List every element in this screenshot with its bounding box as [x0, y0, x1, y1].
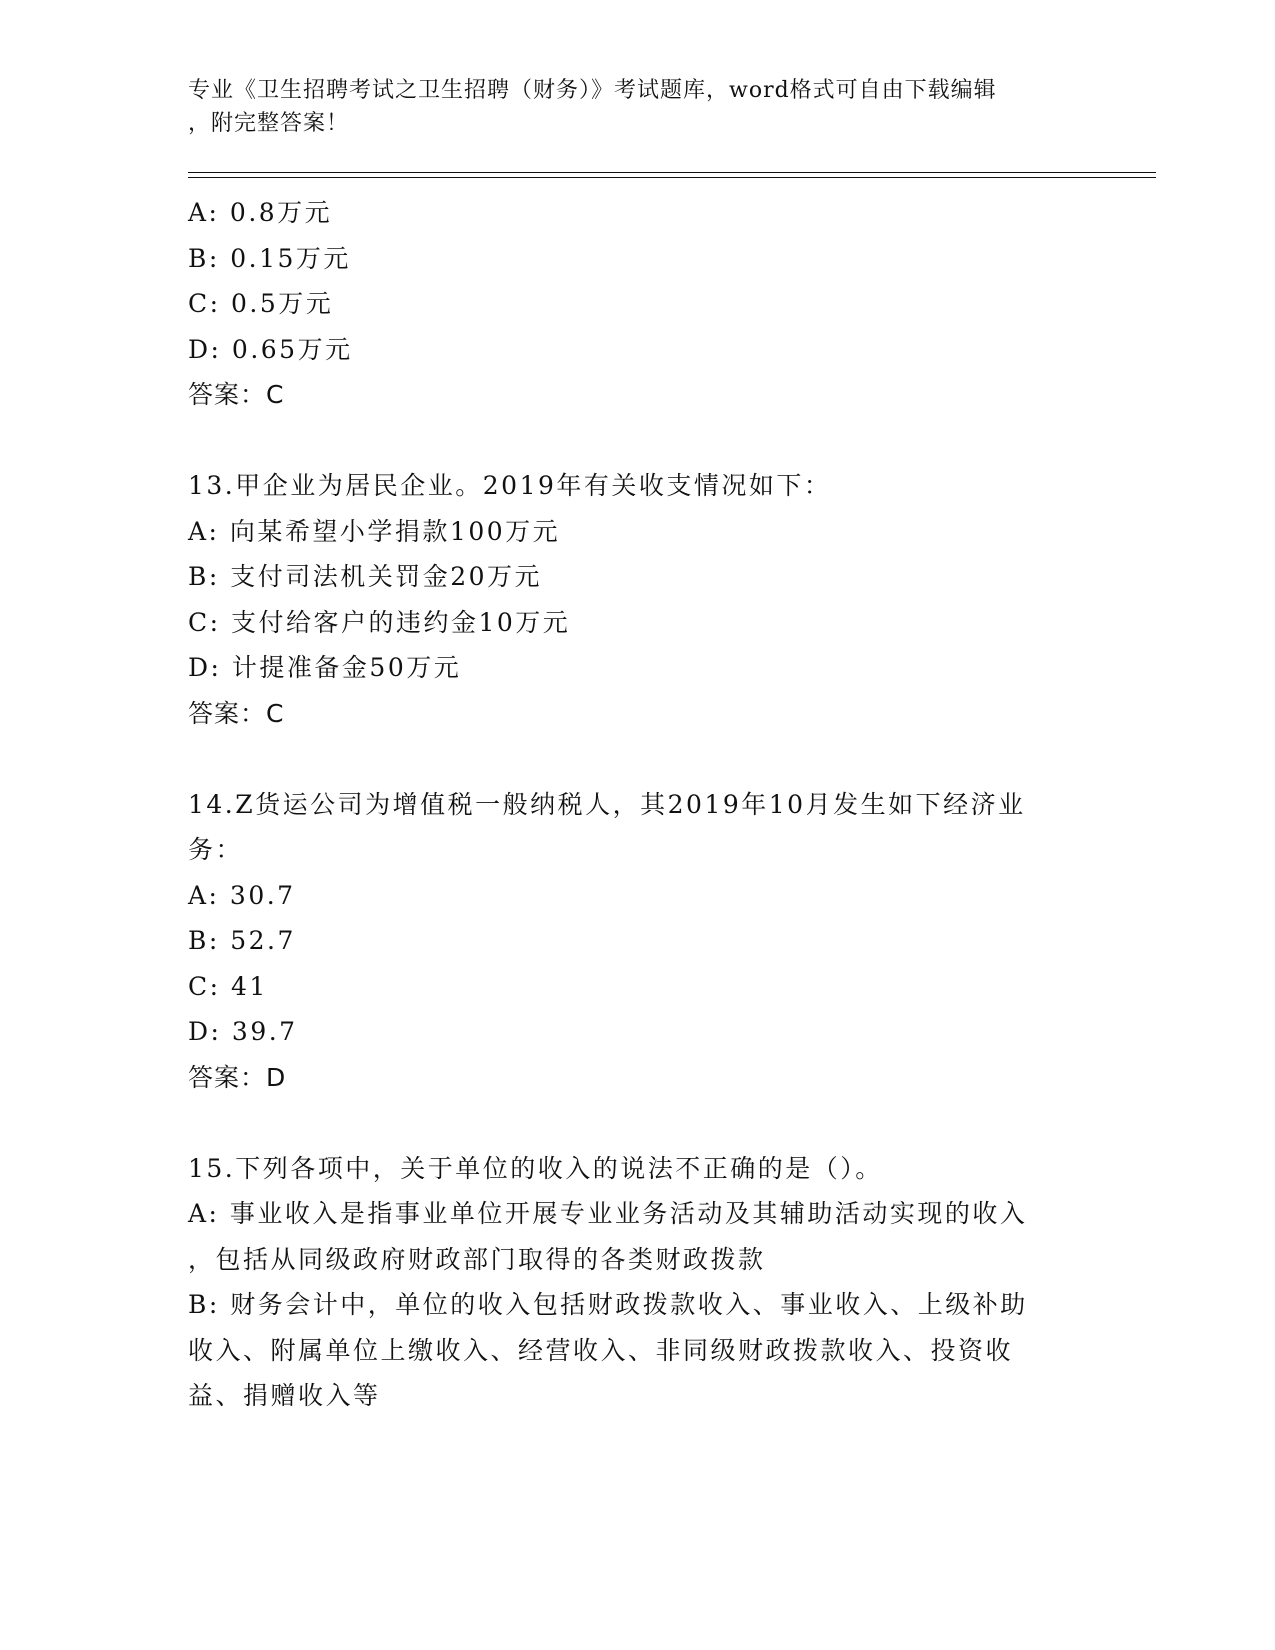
spacer — [188, 1100, 1088, 1146]
spacer — [188, 736, 1088, 782]
question-list — [188, 190, 1088, 1419]
header-line-2: ，附完整答案！ — [188, 111, 350, 136]
header-divider-top — [188, 172, 1156, 173]
q14-option-c: C: 41 — [188, 971, 268, 1001]
q13-stem: 13.甲企业为居民企业。2019年有关收支情况如下： — [188, 471, 832, 500]
document-header — [188, 74, 1068, 140]
q14-stem-line-1: 14.Z货运公司为增值税一般纳税人，其2019年10月发生如下经济业 — [188, 789, 1026, 819]
question-12 — [188, 190, 1088, 418]
q13-option-b: B: 支付司法机关罚金20万元 — [188, 562, 543, 591]
q12-option-b: B: 0.15万元 — [188, 243, 351, 273]
q15-stem: 15.下列各项中，关于单位的收入的说法不正确的是（）。 — [188, 1153, 883, 1183]
q13-option-a: A: 向某希望小学捐款100万元 — [188, 516, 561, 546]
question-14 — [188, 782, 1088, 1101]
q15-option-a-line-1: A: 事业收入是指事业单位开展专业业务活动及其辅助活动实现的收入 — [188, 1199, 1028, 1228]
q14-answer: 答案：D — [188, 1062, 287, 1092]
question-13 — [188, 463, 1088, 736]
q14-option-d: D: 39.7 — [188, 1017, 298, 1046]
header-divider-bottom — [188, 177, 1156, 178]
q13-answer: 答案：C — [188, 698, 285, 728]
header-line-1: 专业《卫生招聘考试之卫生招聘（财务）》考试题库，word格式可自由下载编辑 — [188, 78, 997, 103]
q12-option-a: A: 0.8万元 — [188, 198, 333, 227]
q13-option-d: D: 计提准备金50万元 — [188, 653, 462, 682]
q14-option-a: A: 30.7 — [188, 880, 296, 910]
q15-option-b-line-3: 益、捐赠收入等 — [188, 1381, 381, 1410]
q15-option-b-line-1: B: 财务会计中，单位的收入包括财政拨款收入、事业收入、上级补助 — [188, 1290, 1028, 1319]
q12-answer: 答案：C — [188, 380, 285, 409]
spacer — [188, 418, 1088, 464]
q12-option-d: D: 0.65万元 — [188, 334, 353, 364]
q12-option-c: C: 0.5万元 — [188, 289, 334, 318]
q14-stem-line-2: 务： — [188, 835, 244, 864]
question-15 — [188, 1146, 1088, 1419]
q15-option-b-line-2: 收入、附属单位上缴收入、经营收入、非同级财政拨款收入、投资收 — [188, 1335, 1014, 1365]
q13-option-c: C: 支付给客户的违约金10万元 — [188, 607, 571, 637]
q14-option-b: B: 52.7 — [188, 926, 296, 955]
q15-option-a-line-2: ，包括从同级政府财政部门取得的各类财政拨款 — [188, 1244, 766, 1274]
